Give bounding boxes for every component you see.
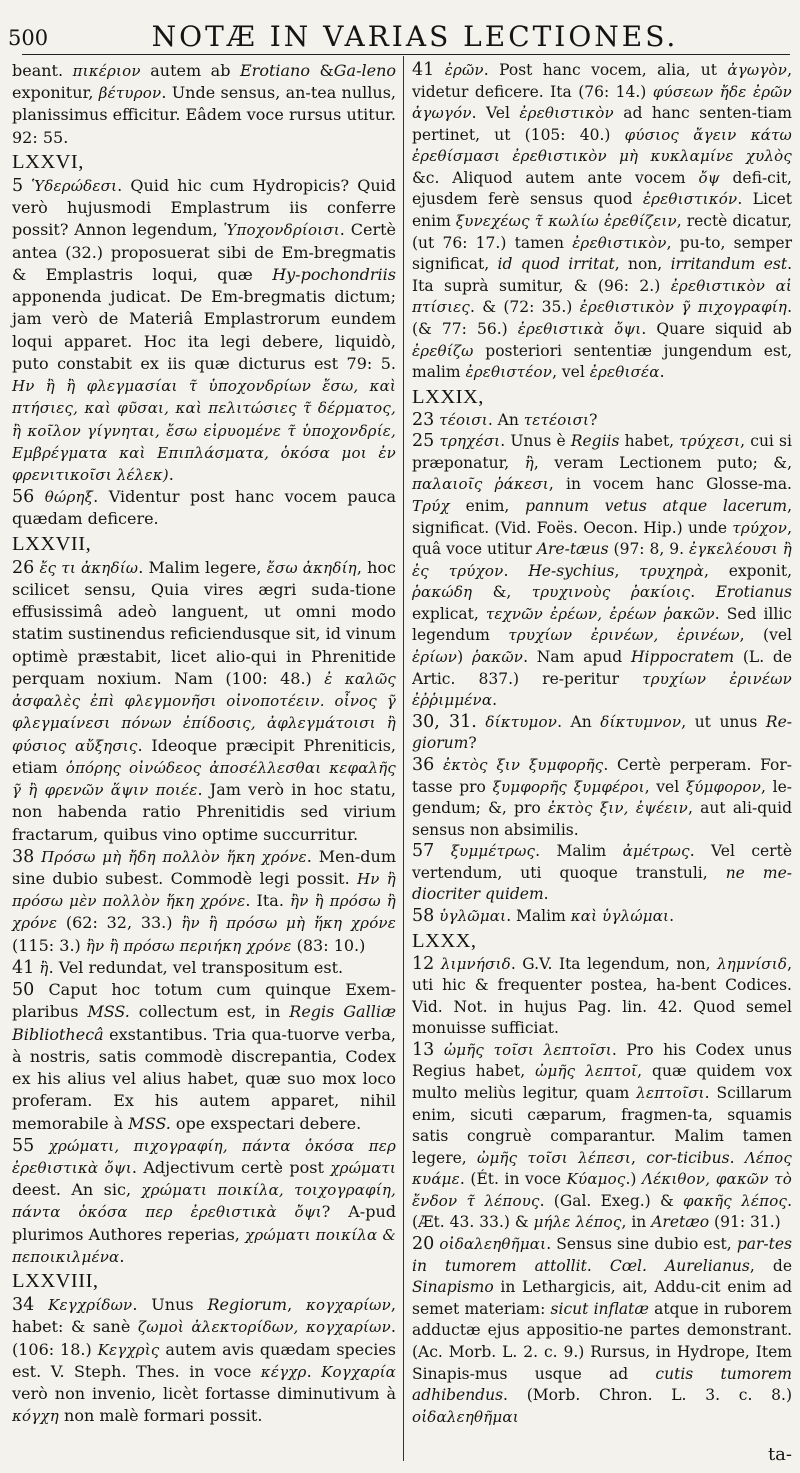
greek-lemma: ἐρεθιστικὰ ὄψι [517, 319, 642, 338]
note-text: , in vocem hanc Glosse-ma. [548, 475, 792, 494]
note-text: . Sed illic legendum [412, 604, 792, 645]
note-text: , aut ali-quid sensus non absimilis. [412, 799, 792, 839]
italic-text: irritandum est [670, 255, 788, 274]
greek-lemma: Κεγχρὶς [97, 1340, 160, 1359]
greek-lemma: λημνίσιδ [717, 954, 788, 973]
note-text: non malè formari possit. [58, 1406, 263, 1426]
line-reference: 55 [12, 1135, 35, 1156]
greek-lemma: παλαιοῖς ῥάκεσι [412, 475, 549, 494]
note-text: , quæ quidem vox multo meliùs legitur, quam [412, 1062, 792, 1103]
note-entry [412, 712, 792, 755]
note-text: . (106: 18.) [12, 1317, 396, 1359]
italic-text: MSS. [128, 1113, 171, 1133]
note-entry [412, 410, 792, 432]
note-text: . Vel certè vertendum, uti quoque transtuli, [412, 842, 792, 882]
italic-text: Hippocratem [630, 648, 735, 667]
line-reference: 58 [412, 905, 435, 926]
note-text: . (Ét. in voce [459, 1170, 567, 1189]
greek-lemma: ξυμμέτρως [450, 842, 536, 861]
note-text: . Ideoque præcipit Phreniticis, etiam [12, 735, 396, 777]
greek-lemma: ἐκτὸς ξιν, ἐψέειν [547, 799, 689, 818]
note-text: &c. Aliquod autem ante vocem [412, 168, 699, 187]
greek-lemma: χρώματι ποικίλα & πεποικιλμένα [12, 1225, 396, 1266]
greek-lemma: φύσεων ἤδε ἐρῶν ἀγωγόν [412, 82, 792, 123]
note-text: , [287, 1295, 307, 1315]
note-text: , habet: & sanè [12, 1295, 397, 1337]
greek-lemma: ἢν ἢ πρόσω μὴ ἥκη χρόνε [181, 914, 396, 933]
italic-text: He-sychius [528, 561, 615, 580]
greek-lemma: τεχνῶν ἐρέων, ἐρέων ῥακῶν [485, 604, 715, 623]
greek-lemma: ξυμφορῆς ξυμφέροι [492, 777, 645, 796]
greek-lemma: ἐρεθιστικόν [642, 190, 738, 209]
greek-lemma: τετέοισι [523, 410, 590, 429]
line-reference: 34 [12, 1295, 35, 1316]
note-text: . Certè antea (32.) proposuerat sibi de Em-bregmatis & Emplastris loqui, quæ [12, 220, 396, 284]
greek-lemma: ὑγλῶμαι [439, 906, 507, 925]
note-text: , vel [644, 777, 686, 796]
italic-text: Hy-pochondriis [272, 264, 396, 284]
note-text: . Vel [471, 104, 520, 123]
note-text: . [729, 1148, 745, 1167]
note-text: ? A-pud plurimos Authores reperias, [12, 1202, 396, 1244]
greek-lemma: ἐρεθιστέον [465, 363, 553, 382]
line-reference: 23 [412, 409, 435, 430]
note-text: . [659, 363, 665, 382]
chapter-heading: LXXIX, [412, 385, 484, 408]
note-entry [12, 175, 396, 486]
note-text: , le-gendum; &, pro [412, 777, 792, 818]
note-entry [412, 1234, 792, 1428]
note-text: , (vel [739, 626, 792, 645]
greek-lemma: ἐρεθιστικὸν [572, 233, 667, 252]
greek-lemma: Λέπος κυάμε [412, 1148, 792, 1189]
line-reference: 57 [412, 841, 435, 862]
greek-lemma: ὠμῆς τοῖσι λεπτοῖσι [443, 1040, 612, 1059]
greek-lemma: ἢν ἢ πρόσω περιήκη χρόνε [85, 936, 292, 955]
greek-lemma: χρώματι ποικίλα, τοιχογραφίη, πάντα ὁκόσα περ ἐρεθιστικὰ ὄψι [12, 1181, 396, 1222]
note-text: . [669, 906, 675, 925]
greek-lemma: κέγχρ [260, 1362, 307, 1381]
note-text: , ut unus [681, 712, 766, 731]
greek-lemma: Κεγχρίδων [48, 1296, 133, 1315]
note-text: autem avis quædam species est. V. Steph. Thes. in voce [12, 1339, 396, 1381]
note-text: (91: 31.) [709, 1213, 781, 1232]
column-divider [403, 56, 404, 1461]
italic-text: Aretæo [651, 1213, 710, 1232]
note-text: . Licet enim [412, 190, 792, 231]
line-reference: 12 [412, 953, 435, 974]
note-entry [412, 431, 792, 712]
greek-lemma: χρώματι, πιχογραφίη, πάντα ὁκόσα περ ἐρεθιστικὰ ὄψι [12, 1136, 396, 1178]
note-text: . Vel redundat, vel transpositum est. [48, 957, 344, 977]
note-text: (97: 8, 9. [608, 540, 690, 559]
line-reference: 30, 31. [412, 711, 477, 732]
note-text: . Ita. [245, 891, 291, 911]
note-text: . [690, 583, 716, 602]
note-text: ? [589, 410, 598, 429]
italic-text: Erotiano [240, 61, 310, 80]
line-reference: 36 [412, 754, 435, 775]
italic-text: ne me-diocriter quidem [412, 863, 792, 904]
greek-lemma: ἔσω ἀκηδίη [266, 558, 357, 577]
note-text: . & (72: 35.) [470, 298, 580, 317]
header-rule [22, 54, 790, 55]
italic-text: Regis Galliæ Bibliothecâ [12, 1002, 396, 1044]
greek-lemma: τρύχεσι [679, 432, 741, 451]
greek-lemma: κογχαρίων [306, 1296, 391, 1315]
greek-lemma: Τρύχ [412, 496, 450, 515]
note-text: , hoc scilicet sensu, Quia vires ægri suda-tione effusissimâ adeò languent, ut omni modo statim sustinendus reficiendusque sit, id vinum optimè præstabit, licet alio-qui in Phrenitide perquam noxium. Nam (100: 48.) [12, 557, 396, 688]
italic-text: id quod irritat [497, 255, 615, 274]
note-entry [12, 957, 396, 979]
note-text: (L. de Artic. 837.) re-peritur [412, 648, 793, 688]
note-text: . [543, 885, 549, 904]
line-reference: 50 [12, 980, 35, 1001]
note-text: , veram Lectionem puto; &, [533, 453, 792, 472]
greek-lemma: ἢ [39, 958, 49, 977]
greek-lemma: ὄψ [698, 168, 720, 187]
line-reference: 20 [412, 1234, 435, 1255]
greek-lemma: ὁπόρης οἰνώδεος ἀποσέλλεσθαι κεφαλῆς γ̃ ἢ φρενῶν ἅψιν ποιέε [12, 758, 397, 800]
italic-text: Ga-leno [333, 61, 397, 80]
note-text: . Videntur post hanc vocem pauca quædam deficere. [12, 487, 396, 529]
note-text: , uti hic & frequenter postea, ha-bent Codices. Vid. Not. in hujus Pag. lin. 42. Quod semel monuisse sufficiat. [412, 954, 792, 1038]
note-text: exponitur, [12, 83, 99, 103]
note-text: . Ita suprà sumitur, & (96: 2.) [412, 255, 792, 295]
chapter-heading: LXXX, [412, 929, 477, 952]
note-entry [412, 755, 792, 841]
note-text: in Lethargicis, ait, Addu-cit enim ad semet materiam: [412, 1278, 792, 1318]
greek-lemma: ἐρεθισέα [589, 363, 660, 382]
italic-text: par-tes in tumorem attollit [412, 1235, 792, 1275]
greek-lemma: τρύχον [732, 518, 788, 537]
note-text: Caput hoc totum cum quinque Exem-plaribus [12, 980, 396, 1022]
note-text: , vel [552, 363, 590, 382]
italic-text: Are-tæus [536, 540, 609, 559]
chapter-heading: LXXVI, [12, 150, 84, 173]
note-text: . Pro his Codex unus Regius habet, [412, 1040, 792, 1081]
note-text: defi-cit, ejusdem ferè sensus quod [412, 168, 792, 209]
greek-lemma: τέοισι [439, 410, 488, 429]
note-text: . [586, 1256, 610, 1275]
note-entry [12, 557, 396, 846]
note-text: . An [487, 410, 524, 429]
note-text: ) [457, 648, 472, 667]
note-text: . Malim legere, [138, 557, 267, 577]
note-text: (83: 10.) [291, 935, 366, 955]
note-entry [12, 60, 396, 149]
italic-text: Cœl. Aurelianus [609, 1256, 750, 1275]
greek-lemma: ἐκτὸς ξιν ξυμφορῆς [442, 755, 604, 774]
note-text: . [510, 954, 516, 973]
greek-lemma: ῥακῶν [471, 648, 524, 667]
greek-lemma: καὶ ὑγλώμαι [570, 906, 670, 925]
greek-lemma: δίκτυμον [485, 712, 558, 731]
greek-lemma: Λέκιθον, φακῶν τὸ ἔνδον τ̃ λέπους [412, 1170, 792, 1210]
greek-lemma: ἢν ἢ πρόσω ἢ χρόνε [12, 892, 396, 933]
greek-lemma: τρηχέσι [439, 432, 501, 451]
italic-text: sicut inflatæ [550, 1299, 649, 1318]
note-text: . An [557, 712, 601, 731]
note-text: ope exspectari debere. [170, 1113, 362, 1133]
note-text: . [119, 1246, 125, 1266]
note-text: verò non invenio, licèt fortasse diminutivum à [12, 1384, 396, 1404]
greek-lemma: ἐγκελέουσι ἢ ἐς τρύχον [412, 540, 792, 580]
note-text: deest. An sic, [12, 1180, 142, 1200]
note-text: , de [749, 1256, 793, 1275]
note-entry [12, 486, 396, 530]
note-text: explicat, [412, 604, 486, 623]
italic-text: pannum vetus atque lacerum [525, 496, 788, 515]
greek-lemma: λεπτοῖσι [636, 1084, 705, 1103]
line-reference: 56 [12, 487, 35, 508]
note-text: (62: 32, 33.) [57, 913, 182, 933]
note-text: collectum est, in [129, 1002, 290, 1022]
note-text: . Quare siquid ab [641, 319, 792, 338]
note-text: , quâ voce utitur [412, 518, 792, 559]
note-text: . (& 77: 56.) [412, 298, 793, 338]
greek-lemma: ἐρίων [412, 648, 458, 667]
note-text: . Nam apud [523, 648, 631, 667]
greek-lemma: θώρηξ [44, 488, 94, 507]
greek-lemma: πικέριον [72, 62, 141, 80]
note-text: G.V. Ita legendum, non, [515, 954, 718, 973]
page-number: 500 [8, 26, 49, 50]
greek-lemma: ζωμοὶ ἀλεκτορίδων, κογχαρίων [137, 1318, 391, 1337]
note-text: . Sensus sine dubio est, [546, 1235, 737, 1254]
note-text: atque in ruborem adductæ ejus appositio-ne partes demonstrant. (Ac. Morb. L. 2. c. 9.) Rursus, in Hydrope, Item Sinapis-mus usque ad [412, 1299, 792, 1383]
note-text: . Post hanc vocem, alia, ut [483, 61, 728, 79]
note-text: , significat. (Vid. Foës. Oecon. Hip.) unde [412, 496, 793, 537]
greek-lemma: Ὑδερώδεσι [31, 176, 118, 195]
italic-text: Sinapismo [412, 1278, 494, 1297]
note-text: . Certè perperam. For-tasse pro [412, 755, 793, 796]
note-text: , rectè dicatur, (ut 76: 17.) tamen [412, 212, 792, 252]
italic-text: Erotianus [715, 583, 792, 602]
note-entry [412, 60, 792, 384]
note-text: , [631, 1148, 647, 1167]
line-reference: 5 [12, 175, 24, 196]
greek-lemma: ξυνεχέως τ̃ κωλίω ἐρεθίζειν [455, 212, 677, 231]
note-entry [12, 979, 396, 1135]
note-text: , cui si præponatur, [412, 432, 792, 472]
line-reference: 41 [412, 60, 435, 80]
greek-lemma: δίκτυμνον [600, 712, 682, 731]
note-text: , exponit, [703, 561, 793, 580]
note-text: , pu-to, semper significat, [412, 233, 792, 274]
note-text: . (Gal. Exeg.) & [539, 1191, 684, 1210]
note-entry [412, 1040, 792, 1234]
greek-lemma: Ὑποχονδρίοισι [223, 221, 340, 240]
greek-lemma: ξύμφορον [685, 777, 762, 796]
greek-lemma: τρυχίων ἐρινέων ἐῤῥιμμένα [412, 669, 793, 710]
greek-lemma: ὠμῆς λεπτοῖ [535, 1062, 638, 1081]
greek-lemma: Ην ἢ πρόσω μὲν πολλὸν ἥκη χρόνε [12, 869, 396, 911]
italic-text: Regiorum [207, 1295, 288, 1315]
line-reference: 25 [412, 431, 435, 452]
note-entry [12, 846, 396, 957]
greek-lemma: οἰδαλεηθῆμαι [412, 1407, 519, 1426]
note-entry [412, 841, 792, 906]
greek-lemma: ὠμῆς τοῖσι λέπεσι [477, 1148, 632, 1167]
note-text: . Jam verò in hoc statu, non habenda ratio Phrenitidis sed virium fractarum, quibus vino optime succurritur. [12, 780, 397, 844]
line-reference: 26 [12, 557, 35, 578]
note-entry [412, 906, 792, 928]
note-text: . Unus [132, 1295, 208, 1315]
greek-lemma: ἐρεθιστικὸν αἱ πτίσιες [412, 276, 792, 317]
note-text: .) [625, 1170, 643, 1189]
note-text: . (Æt. 43. 33.) & [412, 1191, 792, 1232]
note-text: . Adjectivum certè post [131, 1158, 331, 1178]
greek-lemma: τρυχηρὰ [639, 561, 704, 580]
line-reference: 38 [12, 846, 35, 867]
greek-lemma: ἢ [524, 453, 534, 472]
note-text: habet, [619, 432, 680, 451]
greek-lemma: Κύαμος [566, 1170, 626, 1189]
chapter-heading: LXXVIII, [12, 1270, 99, 1293]
greek-lemma: τρυχινοὺς ῥακίοις [531, 583, 691, 602]
note-text: , non, [614, 255, 671, 274]
line-reference: 41 [12, 957, 35, 978]
note-text: (115: 3.) [12, 935, 86, 955]
greek-lemma: τρυχίων ἐρινέων, ἐρινέων [508, 626, 740, 645]
note-text: . Men-dum sine dubio subest. Commodè legi possit. [12, 846, 397, 888]
right-column [412, 60, 792, 1428]
note-text: , videtur deficere. Ita (76: 14.) [412, 61, 792, 101]
greek-lemma: ἐρεθιστικὸν γ̃ πιχογραφίη [579, 298, 788, 317]
greek-lemma: Πρόσω μὴ ἤδη πολλὸν ἥκη χρόνε [41, 847, 307, 866]
note-text: . Malim [535, 842, 623, 861]
note-text: &, [472, 583, 532, 602]
note-text: . (Morb. Chron. L. 3. c. 8.) [503, 1386, 792, 1405]
greek-lemma: ἔς τι ἀκηδίω [39, 558, 139, 577]
greek-lemma: φακῆς λέπος [683, 1191, 788, 1210]
note-text: . Unde sensus, an-tea nullus, planissimus efficitur. Eâdem voce rursus utitur. 92: 55. [12, 83, 396, 147]
italic-text: Re-giorum [412, 712, 792, 753]
note-text: . [306, 1361, 322, 1381]
note-text: autem ab [140, 61, 240, 80]
left-column [12, 60, 396, 1428]
note-text: . Malim [506, 906, 571, 925]
greek-lemma: οἰδαλεηθῆμαι [439, 1235, 547, 1254]
note-text: . Scillarum enim, sicuti cæparum, fragmen-ta, squamis satis congruè comparantur. Malim tamen legere, [412, 1084, 793, 1167]
note-text: , in [621, 1213, 652, 1232]
note-text: . Unus è [500, 432, 571, 451]
greek-lemma: ἀγωγὸν [727, 61, 788, 79]
note-entry [12, 1135, 396, 1268]
note-text: & [309, 61, 334, 80]
greek-lemma: φύσιος ἄγειν κάτω ἐρεθίσμασι ἐρεθιστικὸν μὴ κυκλαμίνε χυλὸς [412, 125, 792, 166]
greek-lemma: κόγχη [12, 1407, 59, 1426]
line-reference: 13 [412, 1039, 435, 1060]
note-text: . [492, 691, 498, 710]
note-entry [412, 954, 792, 1040]
note-text: enim, [449, 496, 526, 515]
italic-text: Regiis [570, 432, 620, 451]
page-header [0, 0, 800, 58]
italic-text: cutis tumorem adhibendus [412, 1364, 792, 1405]
running-title: NOTÆ IN VARIAS LECTIONES. [151, 20, 679, 53]
greek-lemma: χρώματι [330, 1159, 396, 1178]
chapter-heading: LXXVII, [12, 532, 92, 555]
catchword: ta- [767, 1444, 792, 1465]
greek-lemma: βέτυρον [98, 84, 162, 103]
note-entry [12, 1294, 396, 1427]
note-text: ad hanc senten-tiam pertinet, ut (105: 40.) [412, 104, 792, 144]
greek-lemma: λιμνήσιδ [440, 954, 511, 973]
note-text: . [503, 561, 529, 580]
greek-lemma: ῥακώδη [412, 583, 473, 602]
italic-text: MSS. [87, 1002, 130, 1022]
note-text: beant. [12, 61, 73, 80]
greek-lemma: Κογχαρία [321, 1362, 397, 1381]
note-text: . Quid hic cum Hydropicis? Quid verò hujusmodi Emplastrum iis conferre possit? Annon legendum, [12, 175, 396, 240]
greek-lemma: Ην ἢ ἢ φλεγμασίαι τ̃ ὑποχονδρίων ἔσω, καὶ πτήσιες, καὶ φῦσαι, καὶ πελιτώσιες τ̃ δέρματος, ἢ κοῖλον γίγνηται, ἔσω εἰρυομένε τ̃ ὑποχονδρίε, Εμβρέγματα καὶ Επιπλάσματα, ὁκόσα μοι ἐν φρενιτικοῖσι λέλεκ) [12, 377, 396, 484]
note-text: . [168, 464, 174, 484]
greek-lemma: ἐ καλῶς ἀσφαλὲς ἐπὶ φλεγμονῆσι οἰνοποτέειν. οἶνος γ̃ φλεγμαίνεσι πόνων ἐπίδοσις, ἀφλεγμάτοισι ἢ φύσιος αὔξησις [12, 669, 396, 755]
greek-lemma: ἐρεθίζω [412, 341, 474, 360]
greek-lemma: ἐρῶν [444, 61, 484, 79]
greek-lemma: μήλε λέπος [533, 1213, 622, 1232]
note-text: apponenda judicat. De Em-bregmatis dictum; jam verò de Materiâ Emplastrorum eundem loqui apparet. Hoc ita legi debere, liquidò, puto constabit ex iis quæ dicturus est 79: 5. [12, 287, 396, 373]
italic-text: cor-ticibus [646, 1148, 730, 1167]
note-text: ? [468, 734, 477, 753]
greek-lemma: ἐρεθιστικὸν [519, 104, 614, 123]
note-text: exstantibus. Tria qua-tuorve verba, à nostris, satis commodè discrepantia, Codex ex his alius vel alius habet, quæ suo mox loco proferam. Ex his autem apparet, nihil memorabile à [12, 1024, 396, 1133]
note-text: , [614, 561, 640, 580]
note-text: posteriori sententiæ jungendum est, malim [412, 341, 792, 382]
greek-lemma: ἀμέτρως [622, 842, 690, 861]
